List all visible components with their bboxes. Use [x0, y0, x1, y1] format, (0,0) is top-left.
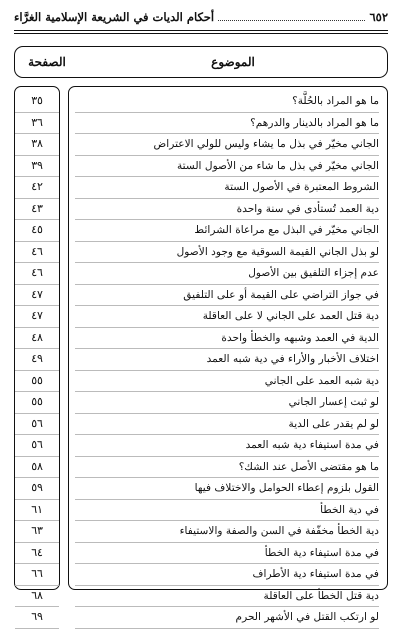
entry-page: ٥٦ [15, 435, 59, 457]
entry-title: دية قتل الخطأ على العاقلة [75, 586, 379, 608]
entry-title: الجاني مخيّر في بذل ما يشاء وليس للولي الاعتراض [75, 134, 379, 156]
entry-title: عدم إجزاء التلفيق بين الأصول [75, 263, 379, 285]
entry-title: الشروط المعتبرة في الأصول الستة [75, 177, 379, 199]
entry-page: ٣٨ [15, 134, 59, 156]
entry-title: القول بلزوم إعطاء الحوامل والاختلاف فيها [75, 478, 379, 500]
dotted-leader [218, 20, 365, 21]
entry-title: الجاني مخيّر في بذل ما شاء من الأصول الستة [75, 156, 379, 178]
entry-page: ٦٦ [15, 564, 59, 586]
entry-title: الجاني مخيّر في البذل مع مراعاة الشرائط [75, 220, 379, 242]
entry-page: ٤٦ [15, 263, 59, 285]
entry-page: ٦٤ [15, 543, 59, 565]
entry-title: ما هو المراد بالحُلَّة؟ [75, 91, 379, 113]
entry-page: ٤٢ [15, 177, 59, 199]
entry-title: لو ثبت إعسار الجاني [75, 392, 379, 414]
entry-title: الدية في العمد وشبهه والخطأ واحدة [75, 328, 379, 350]
entry-title: في جواز التراضي على القيمة أو على التلفيق [75, 285, 379, 307]
header-rule-thick [14, 30, 388, 31]
entry-page: ٥٦ [15, 414, 59, 436]
entry-page: ٤٥ [15, 220, 59, 242]
entry-title: دية قتل العمد على الجاني لا على العاقلة [75, 306, 379, 328]
entry-title: في دية الخطأ [75, 500, 379, 522]
entry-page: ٤٧ [15, 285, 59, 307]
entry-page: ٤٨ [15, 328, 59, 350]
entry-title: دية العمد تُستأدى في سنة واحدة [75, 199, 379, 221]
entry-title: دية الخطأ مخفّفة في السن والصفة والاستيفاء [75, 521, 379, 543]
entry-title: لو ارتكب القتل في الأشهر الحرم [75, 607, 379, 629]
entry-page: ٤٧ [15, 306, 59, 328]
header-rule-thin [14, 33, 388, 34]
entry-page: ٤٣ [15, 199, 59, 221]
entry-title: ما هو المراد بالدينار والدرهم؟ [75, 113, 379, 135]
entry-page: ٣٦ [15, 113, 59, 135]
entry-page: ٥٨ [15, 457, 59, 479]
entry-page: ٣٩ [15, 156, 59, 178]
entry-page: ٥٩ [15, 478, 59, 500]
entry-page: ٦٣ [15, 521, 59, 543]
entry-title: لو لم يقدر على الدية [75, 414, 379, 436]
entry-page: ٤٦ [15, 242, 59, 264]
pages-column [14, 86, 60, 623]
entry-page: ٦٨ [15, 586, 59, 608]
entry-title: دية شبه العمد على الجاني [75, 371, 379, 393]
entry-title: في مدة استيفاء دية الخطأ [75, 543, 379, 565]
entry-page: ٥٥ [15, 392, 59, 414]
entry-title: ما هو مقتضى الأصل عند الشك؟ [75, 457, 379, 479]
entry-title: في مدة استيفاء دية شبه العمد [75, 435, 379, 457]
entry-title: لو بذل الجاني القيمة السوقية مع وجود الأصول [75, 242, 379, 264]
entry-page: ٣٥ [15, 91, 59, 113]
topics-column [68, 86, 388, 623]
column-header-box [14, 46, 388, 78]
book-title: أحكام الديات في الشريعة الإسلامية الغرَّاء [14, 10, 215, 24]
entry-title: اختلاف الأخبار والأراء في دية شبه العمد [75, 349, 379, 371]
contents-table [14, 86, 388, 623]
page-column-heading: الصفحة [28, 55, 66, 69]
entry-title: في مدة استيفاء دية الأطراف [75, 564, 379, 586]
entry-page: ٤٩ [15, 349, 59, 371]
entry-page: ٦١ [15, 500, 59, 522]
entry-page: ٥٥ [15, 371, 59, 393]
running-header [14, 6, 388, 28]
entry-page: ٦٩ [15, 607, 59, 629]
topic-column-heading: الموضوع [211, 55, 255, 69]
page-number: ٦٥٢ [369, 10, 388, 24]
